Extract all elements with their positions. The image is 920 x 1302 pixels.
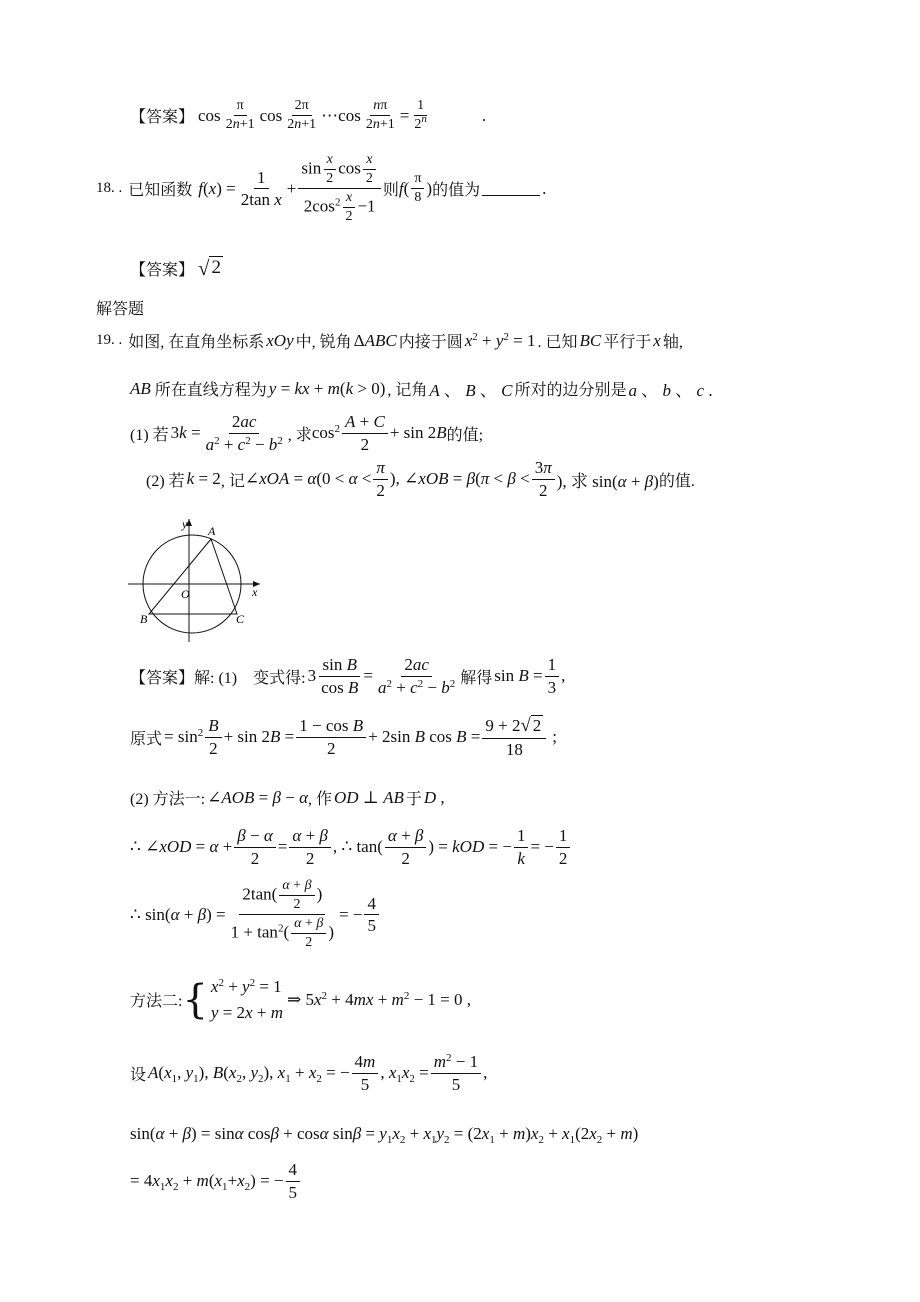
answer-17: 【答案】 cos $\frac{\pi}{2n+1}$ cos $\frac{2\pi}{2n+1}$ ⋯cos $\frac{n\pi}{2n+1}$ = $\frac{1}{2^n}$ . — [130, 98, 487, 133]
solution-line2: 原式 = $\sin^2$ $\frac{B}{2}$ + sin 2B = $\frac{\text{1 − cos B}}{2}$ + 2sin B cos B = 9 + 2 √ 2 18 ; — [130, 715, 557, 759]
question-18: 18. . 已知函数 f(x) = $\frac{1}{\text{2tan x}}$ + sin $\frac{x}{2}$ cos $\frac{x}{2}$ $2\cos^2$ $\frac{x}{2}$ −1 则 f( $\frac{\pi}{8}$ ) 的值为 . — [96, 152, 547, 225]
answer-tag: 【答案】 — [130, 109, 195, 127]
label-b: B — [140, 612, 148, 626]
label-a: A — [208, 524, 216, 538]
solution-line6: 方法二: { $x^2 + y^2 = 1$ y = 2x + m ⇒ $5x^2 + 4mx + m^2 - 1 = 0$ , — [130, 976, 471, 1023]
section-title: 解答题 — [96, 299, 145, 318]
answer-18: 【答案】 √ 2 — [130, 256, 221, 280]
solution-line8: sin(α + β) = sinα cosβ + cosα $\sin\beta = y_1x_2 + x_1y_2 = (2x_1 + m)x_2 + x_1(2x_2 + m)$ — [130, 1124, 639, 1146]
label-y: y — [182, 517, 188, 531]
label-o: O — [181, 587, 190, 601]
question-number: 18. . — [96, 180, 123, 197]
question-number: 19. . — [96, 332, 123, 348]
label-c: C — [236, 612, 245, 626]
question-19-line1: 19. . 如图, 在直角坐标系 xOy 中, 锐角 ΔABC 内接于圆 $x^2 + y^2 = 1$ . 已知 BC 平行于 x 轴, — [96, 330, 683, 351]
question-19-part1: (1) 若 3k = $\frac{2ac}{a^2 + c^2 - b^2}$ , 求 $\cos^2$ $\frac{A + C}{2}$ + sin 2B 的值; — [130, 412, 484, 454]
solution-line4: ∴ ∠xOD = α + $\frac{\beta - \alpha}{2}$ = $\frac{\alpha + \beta}{2}$ , ∴ tan( $\frac{\alpha + \beta}{2}$ ) = kOD = − $\frac{1}{k}$ = − $\frac{1}{2}$ — [130, 826, 572, 868]
answer-blank — [482, 181, 540, 196]
circle-triangle-figure — [122, 514, 272, 646]
solution-line3: (2) 方法一: ∠AOB = β − α , 作 OD ⊥ AB 于 D , — [130, 787, 445, 808]
label-x: x — [252, 585, 258, 599]
solution-line9: = $4x_1x_2 + m(x_1+x_2)$ = − $\frac{4}{5}$ — [130, 1160, 302, 1202]
question-19-part2: (2) 若 k = 2 , 记 ∠xOA = α(0 < α < $\frac{\pi}{2}$ ), ∠xOB = β(π < β < $\frac{3\pi}{2}$ ), 求 sin(α + β) 的值. — [146, 458, 695, 500]
triangle-abc — [149, 539, 237, 614]
question-19-line2: AB 所在直线方程为 y = kx + m(k > 0) , 记角 A 、 B 、 C 所对的边分别是 a 、 b 、 c . — [130, 378, 713, 400]
solution-line7: 设 $A(x_1$, $y_1$), $B(x_2$, $y_2$), $x_1 + x_2$ = − $\frac{4m}{5}$ , $x_1x_2$ = $\frac{m^2 - 1}{5}$ , — [130, 1052, 488, 1094]
solution-line1: 【答案】 解: (1) 变式得: 3 $\frac{\text{sin B}}{\text{cos B}}$ = $\frac{2ac}{a^2 + c^2 - b^2}$ 解得 sin B = $\frac{1}{3}$ , — [130, 655, 566, 697]
solution-line5: ∴ sin(α + β) = 2tan( $\frac{\alpha + \beta}{2}$ ) $1 + \tan^2$( $\frac{\alpha + \beta}{2}$ ) = − $\frac{4}{5}$ — [130, 878, 381, 951]
